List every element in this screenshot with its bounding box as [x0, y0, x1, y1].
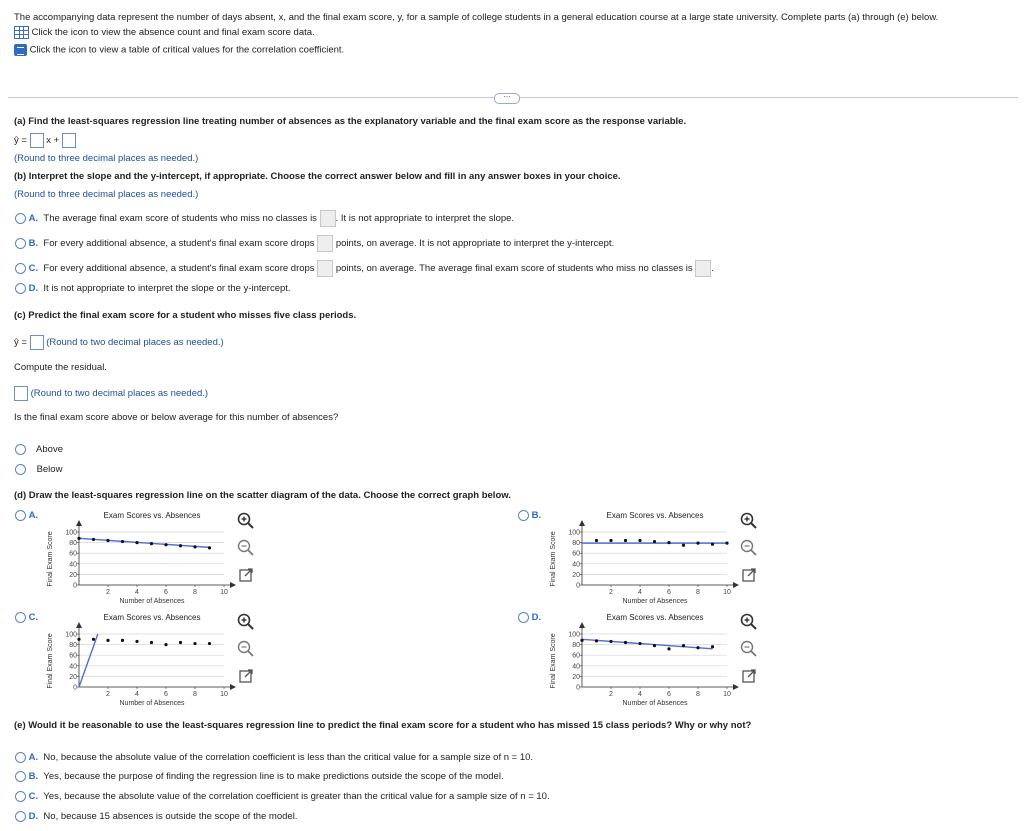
zoom-out-icon[interactable]: [236, 538, 256, 558]
data-point: [682, 544, 685, 547]
x-axis-label: Number of Absences: [622, 700, 688, 707]
radio-b-c[interactable]: [15, 263, 26, 274]
y-tick-label: 100: [568, 631, 580, 639]
option-text: points, on average. It is not appropriate to interpret the y-intercept.: [335, 238, 615, 250]
data-point: [609, 640, 612, 643]
x-tick-label: 2: [609, 589, 613, 596]
data-point: [193, 545, 196, 548]
data-point: [92, 538, 95, 541]
radio-b-b[interactable]: [15, 238, 26, 249]
x-tick-label: 4: [135, 589, 139, 596]
option-text: For every additional absence, a student's final exam score drops: [43, 263, 315, 275]
y-tick-label: 20: [69, 571, 77, 579]
table-icon[interactable]: [14, 26, 29, 39]
option-text: Yes, because the absolute value of the correlation coefficient is greater than the critical value for a sample size of n = 10.: [43, 791, 550, 803]
e-option-d[interactable]: [15, 811, 297, 822]
more-button[interactable]: ⋯: [494, 93, 520, 104]
x-tick-label: 6: [164, 691, 168, 698]
option-letter: C.: [28, 263, 39, 275]
zoom-out-icon[interactable]: [236, 639, 256, 659]
part-d-question: (d) Draw the least-squares regression line on the scatter diagram of the data. Choose the correct graph below.: [14, 490, 511, 501]
data-point: [595, 539, 598, 542]
d-option-c[interactable]: [15, 612, 38, 623]
y-tick-label: 40: [572, 561, 580, 569]
regression-line: [582, 639, 713, 649]
data-point: [609, 539, 612, 542]
y-tick-label: 20: [572, 571, 580, 579]
y-tick-label: 20: [572, 673, 580, 681]
y-tick-label: 20: [69, 673, 77, 681]
y-tick-label: 0: [73, 684, 77, 692]
radio-b-a[interactable]: [15, 213, 26, 224]
option-letter: C.: [28, 612, 39, 624]
option-text: .: [711, 263, 714, 275]
zoom-in-icon[interactable]: [739, 612, 759, 632]
y-axis-arrow: [579, 622, 585, 628]
data-point: [624, 539, 627, 542]
x-tick-label: 2: [106, 589, 110, 596]
y-tick-label: 0: [73, 582, 77, 590]
y-tick-label: 0: [576, 684, 580, 692]
radio-e-b[interactable]: [15, 771, 26, 782]
chart-title: Exam Scores vs. Absences: [606, 511, 704, 520]
part-a-hint: (Round to three decimal places as needed.): [14, 153, 199, 164]
data-link-label[interactable]: Click the icon to view the absence count and final exam score data.: [31, 27, 315, 39]
option-text: The average final exam score of students who miss no classes is: [43, 213, 317, 225]
b-option-d[interactable]: [15, 283, 291, 294]
radio-d-c[interactable]: [15, 612, 26, 623]
data-point: [696, 646, 699, 649]
data-point: [193, 642, 196, 645]
prediction-input[interactable]: [30, 335, 44, 350]
y-tick-label: 60: [572, 550, 580, 558]
data-point: [179, 641, 182, 644]
y-axis-label: Final Exam Score: [550, 633, 557, 689]
data-point: [653, 540, 656, 543]
y-axis-arrow: [76, 622, 82, 628]
book-icon[interactable]: [14, 44, 27, 56]
b-a-input[interactable]: [320, 210, 336, 227]
data-point: [135, 541, 138, 544]
above-label: Above: [36, 444, 63, 456]
option-letter: D.: [28, 283, 39, 295]
y-axis-arrow: [579, 520, 585, 526]
option-text: Yes, because the purpose of finding the regression line is to make predictions outside the scope of the model.: [43, 771, 504, 783]
b-option-a[interactable]: [15, 210, 514, 227]
data-point: [121, 639, 124, 642]
data-point: [725, 542, 728, 545]
data-point: [711, 645, 714, 648]
zoom-in-icon[interactable]: [739, 511, 759, 531]
y-axis-label: Final Exam Score: [550, 531, 557, 587]
option-text: points, on average. The average final exam score of students who miss no classes is: [335, 263, 693, 275]
y-axis-label: Final Exam Score: [47, 531, 54, 587]
critical-values-link[interactable]: [14, 44, 344, 56]
e-option-a[interactable]: [15, 752, 533, 763]
data-point: [77, 537, 80, 540]
y-tick-label: 80: [572, 540, 580, 548]
y-hat-label: ŷ =: [14, 135, 27, 147]
y-tick-label: 80: [69, 540, 77, 548]
option-letter: A.: [28, 752, 39, 764]
x-tick-label: 8: [193, 691, 197, 698]
data-point: [106, 639, 109, 642]
x-tick-label: 4: [638, 691, 642, 698]
popout-icon[interactable]: [739, 565, 759, 585]
radio-d-d[interactable]: [518, 612, 529, 623]
below-label: Below: [36, 464, 63, 476]
x-tick-label: 4: [638, 589, 642, 596]
data-point: [624, 641, 627, 644]
y-tick-label: 40: [69, 663, 77, 671]
radio-e-a[interactable]: [15, 752, 26, 763]
option-text: It is not appropriate to interpret the slope or the y-intercept.: [43, 283, 291, 295]
slope-input[interactable]: [30, 133, 44, 148]
radio-b-d[interactable]: [15, 283, 26, 294]
d-option-d[interactable]: [518, 612, 541, 623]
e-option-c[interactable]: [15, 791, 550, 802]
option-letter: A.: [28, 213, 39, 225]
data-point: [711, 543, 714, 546]
data-link[interactable]: [14, 26, 315, 39]
part-c-hint: (Round to two decimal places as needed.): [46, 337, 224, 349]
x-tick-label: 10: [723, 691, 731, 698]
data-point: [595, 639, 598, 642]
zoom-in-icon[interactable]: [236, 511, 256, 531]
option-text: For every additional absence, a student's final exam score drops: [43, 238, 315, 250]
option-text: No, because 15 absences is outside the scope of the model.: [43, 811, 298, 823]
option-letter: B.: [531, 510, 542, 522]
data-point: [696, 542, 699, 545]
data-point: [638, 539, 641, 542]
y-axis-label: Final Exam Score: [47, 633, 54, 689]
y-tick-label: 100: [65, 529, 77, 537]
radio-below[interactable]: [15, 464, 26, 475]
e-option-b[interactable]: [15, 771, 504, 782]
data-point: [208, 642, 211, 645]
residual-input[interactable]: [14, 386, 28, 401]
x-axis-label: Number of Absences: [622, 598, 688, 605]
radio-d-b[interactable]: [518, 510, 529, 521]
y-hat-label: ŷ =: [14, 337, 27, 349]
y-tick-label: 0: [576, 582, 580, 590]
option-letter: C.: [28, 791, 39, 803]
radio-d-a[interactable]: [15, 510, 26, 521]
critical-values-label[interactable]: Click the icon to view a table of critical values for the correlation coefficient.: [29, 44, 345, 56]
x-tick-label: 2: [609, 691, 613, 698]
data-point: [164, 543, 167, 546]
data-point: [653, 644, 656, 647]
y-tick-label: 60: [572, 652, 580, 660]
y-tick-label: 40: [572, 663, 580, 671]
radio-above[interactable]: [15, 444, 26, 455]
part-a-equation: [14, 133, 76, 148]
zoom-out-icon[interactable]: [739, 538, 759, 558]
residual-label: Compute the residual.: [14, 362, 107, 373]
x-tick-label: 10: [723, 589, 731, 596]
data-point: [135, 640, 138, 643]
option-letter: D.: [531, 612, 542, 624]
d-option-a[interactable]: [15, 510, 38, 521]
y-tick-label: 60: [69, 652, 77, 660]
part-b-hint: (Round to three decimal places as needed.): [14, 189, 199, 200]
zoom-out-icon[interactable]: [739, 639, 759, 659]
option-letter: B.: [28, 238, 39, 250]
y-tick-label: 60: [69, 550, 77, 558]
data-point: [150, 542, 153, 545]
data-point: [121, 540, 124, 543]
part-a-question: (a) Find the least-squares regression line treating number of absences as the explanatory variable and the final exam score as the response variable.: [14, 116, 687, 127]
part-e-question: (e) Would it be reasonable to use the least-squares regression line to predict the final exam score for a student who has missed 15 class periods? Why or why not?: [14, 720, 752, 731]
d-option-b[interactable]: [518, 510, 541, 521]
popout-icon[interactable]: [236, 565, 256, 585]
residual-hint: (Round to two decimal places as needed.): [30, 388, 209, 400]
x-axis-label: Number of Absences: [119, 700, 185, 707]
data-point: [580, 639, 583, 642]
x-tick-label: 10: [220, 589, 228, 596]
popout-icon[interactable]: [739, 666, 759, 686]
y-tick-label: 100: [568, 529, 580, 537]
above-below-question: Is the final exam score above or below average for this number of absences?: [14, 412, 339, 423]
data-point: [667, 647, 670, 650]
option-text: No, because the absolute value of the correlation coefficient is less than the critical value for a sample size of n = 10.: [43, 752, 534, 764]
part-b-question: (b) Interpret the slope and the y-intercept, if appropriate. Choose the correct answer below and fill in any answer boxes in your choice.: [14, 171, 621, 182]
y-tick-label: 40: [69, 561, 77, 569]
data-point: [77, 638, 80, 641]
y-axis-arrow: [76, 520, 82, 526]
b-option-c[interactable]: [15, 260, 714, 277]
x-plus-label: x +: [46, 135, 60, 147]
above-option[interactable]: [15, 444, 63, 455]
data-point: [106, 539, 109, 542]
x-axis-label: Number of Absences: [119, 598, 185, 605]
b-c-input-2[interactable]: [695, 260, 711, 277]
data-point: [667, 541, 670, 544]
below-option[interactable]: [15, 464, 62, 475]
x-tick-label: 2: [106, 691, 110, 698]
y-tick-label: 80: [69, 642, 77, 650]
intro-text: The accompanying data represent the number of days absent, x, and the final exam score, y, for a sample of college students in a general education course at a large state university. Complete parts (a) through (e) below.: [14, 12, 939, 23]
zoom-in-icon[interactable]: [236, 612, 256, 632]
chart-title: Exam Scores vs. Absences: [103, 511, 201, 520]
residual-row: [14, 386, 208, 401]
y-tick-label: 100: [65, 631, 77, 639]
data-point: [682, 644, 685, 647]
part-c-question: (c) Predict the final exam score for a student who misses five class periods.: [14, 310, 357, 321]
x-tick-label: 8: [696, 691, 700, 698]
x-tick-label: 8: [193, 589, 197, 596]
popout-icon[interactable]: [236, 666, 256, 686]
radio-e-c[interactable]: [15, 791, 26, 802]
x-tick-label: 6: [164, 589, 168, 596]
data-point: [638, 642, 641, 645]
y-tick-label: 80: [572, 642, 580, 650]
data-point: [179, 544, 182, 547]
regression-line: [79, 634, 98, 687]
x-tick-label: 8: [696, 589, 700, 596]
chart-title: Exam Scores vs. Absences: [606, 613, 704, 622]
b-c-input-1[interactable]: [317, 260, 333, 277]
option-letter: A.: [28, 510, 39, 522]
b-b-input[interactable]: [317, 235, 333, 252]
option-text: . It is not appropriate to interpret the slope.: [335, 213, 515, 225]
x-tick-label: 10: [220, 691, 228, 698]
option-letter: D.: [28, 811, 39, 823]
x-tick-label: 4: [135, 691, 139, 698]
radio-e-d[interactable]: [15, 811, 26, 822]
data-point: [164, 643, 167, 646]
data-point: [208, 546, 211, 549]
data-point: [92, 638, 95, 641]
part-c-equation: [14, 335, 224, 350]
b-option-b[interactable]: [15, 235, 614, 252]
data-point: [150, 641, 153, 644]
chart-title: Exam Scores vs. Absences: [103, 613, 201, 622]
x-tick-label: 6: [667, 691, 671, 698]
option-letter: B.: [28, 771, 39, 783]
intercept-input[interactable]: [62, 133, 76, 148]
x-tick-label: 6: [667, 589, 671, 596]
